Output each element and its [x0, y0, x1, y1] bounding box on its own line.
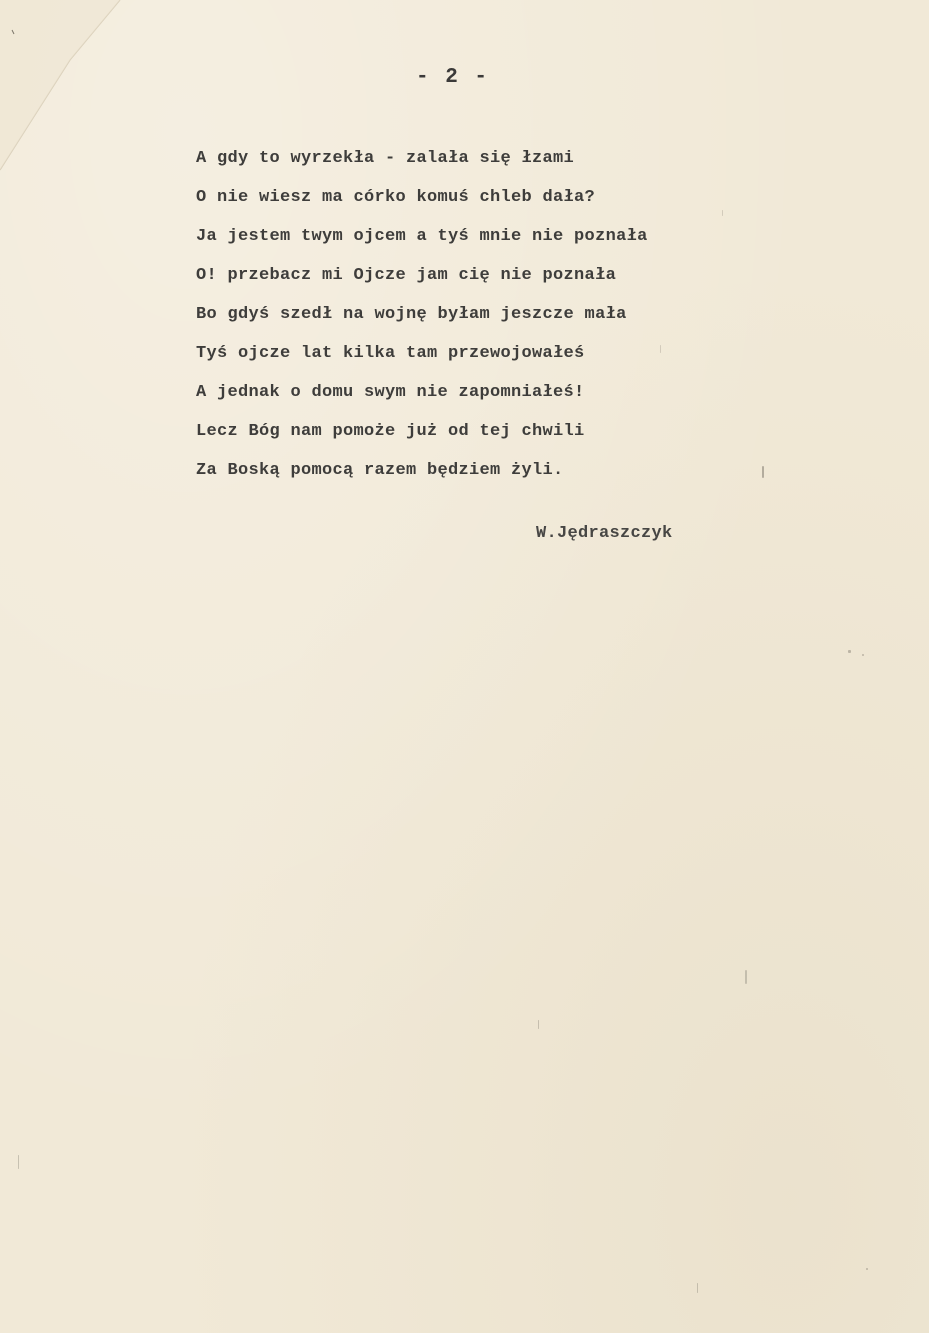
- poem-line: Za Boską pomocą razem będziem żyli.: [196, 461, 564, 480]
- paper-speck: [697, 1283, 698, 1293]
- poem-line: Bo gdyś szedł na wojnę byłam jeszcze mała: [196, 305, 627, 324]
- poem-line: Lecz Bóg nam pomoże już od tej chwili: [196, 422, 585, 441]
- poem-line: Ja jestem twym ojcem a tyś mnie nie poznała: [196, 227, 648, 246]
- paper-speck: [866, 1268, 868, 1270]
- author-signature: W.Jędraszczyk: [536, 524, 673, 543]
- poem-line: A jednak o domu swym nie zapomniałeś!: [196, 383, 585, 402]
- poem-line: O! przebacz mi Ojcze jam cię nie poznała: [196, 266, 617, 285]
- paper-speck: [848, 650, 851, 653]
- paper-speck: [862, 654, 864, 656]
- paper-speck: [660, 345, 661, 353]
- paper-speck: [722, 210, 723, 216]
- paper-speck: [745, 970, 747, 984]
- poem-line: Tyś ojcze lat kilka tam przewojowałeś: [196, 344, 585, 363]
- poem-line: O nie wiesz ma córko komuś chleb dała?: [196, 188, 596, 207]
- page-number: - 2 -: [416, 66, 490, 89]
- paper-speck: [538, 1020, 539, 1029]
- poem-text: [196, 144, 648, 495]
- paper-speck: [762, 466, 764, 478]
- paper-speck: [18, 1155, 19, 1169]
- poem-line: A gdy to wyrzekła - zalała się łzami: [196, 149, 575, 168]
